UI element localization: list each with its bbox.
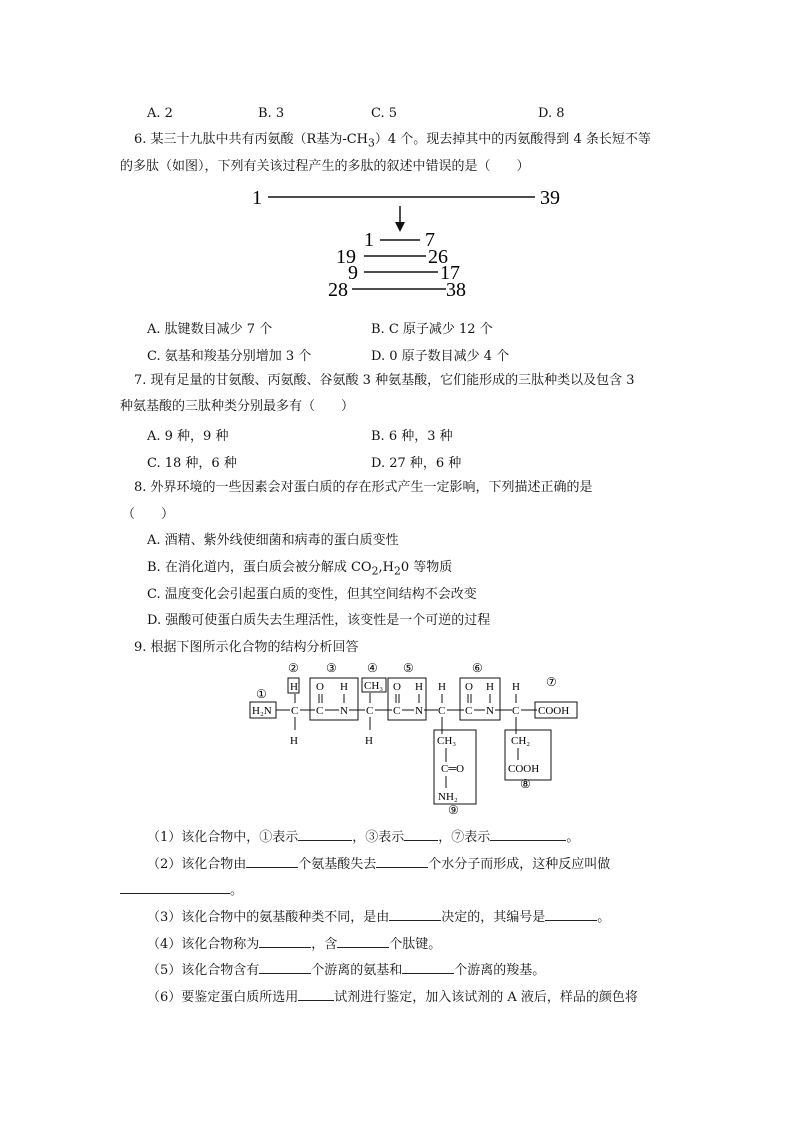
ch3-group: CH₃ — [364, 680, 384, 692]
answer-blank[interactable] — [259, 935, 311, 948]
q9-sub5-text: （5）该化合物含有 — [147, 963, 260, 978]
answer-blank[interactable] — [259, 961, 311, 974]
answer-blank[interactable] — [490, 828, 566, 841]
label-top-left: 1 — [252, 187, 262, 209]
label-p2-right: 26 — [428, 246, 448, 268]
q9-sub5 — [147, 961, 545, 980]
q5-option-b: B. 3 — [258, 106, 285, 121]
answer-blank[interactable] — [404, 828, 438, 841]
atom-c: C — [366, 705, 374, 717]
q9-sub3-text: 。 — [597, 910, 611, 925]
atom-n: N — [340, 705, 348, 717]
circled-7: ⑦ — [546, 675, 557, 689]
circled-2: ② — [288, 661, 299, 675]
q9-sub1-text: ，③表示 — [352, 830, 405, 845]
atom-c: C — [465, 705, 473, 717]
q9-sub4-text: 个肽键。 — [389, 937, 442, 952]
answer-blank[interactable] — [298, 828, 352, 841]
answer-blank[interactable] — [545, 908, 597, 921]
atom-o: O — [316, 681, 324, 693]
q9-sub6-text: 试剂进行鉴定，加入该试剂的 A 液后，样品的颜色将 — [334, 990, 638, 1005]
answer-blank[interactable] — [376, 855, 428, 868]
subscript: 3 — [368, 136, 375, 150]
q9-sub6 — [147, 988, 638, 1007]
answer-blank[interactable] — [298, 988, 334, 1001]
q9-sub1-text: ，⑦表示 — [438, 830, 491, 845]
atom-c: C — [393, 705, 401, 717]
q6-stem-part: 6. 某三十九肽中共有丙氨酸（R基为-CH — [134, 132, 369, 147]
q7-option-d: D. 27 种，6 种 — [371, 456, 462, 471]
atom-h: H — [512, 681, 520, 693]
subscript: 2 — [393, 564, 401, 578]
label-p2-left: 19 — [336, 246, 356, 268]
q9-sub4-text: ，含 — [311, 937, 338, 952]
q9-sub2-text: 个氨基酸失去 — [298, 857, 377, 872]
q7-option-b: B. 6 种，3 种 — [371, 429, 453, 444]
q5-option-a: A. 2 — [147, 106, 173, 121]
q9-sub2-text: （2）该化合物由 — [147, 857, 247, 872]
q8-stem-line1: 8. 外界环境的一些因素会对蛋白质的存在形式产生一定影响，下列描述正确的是 — [134, 480, 593, 495]
q9-stem: 9. 根据下图所示化合物的结构分析回答 — [134, 640, 359, 655]
answer-blank[interactable] — [337, 935, 389, 948]
atom-n: N — [486, 705, 494, 717]
q6-option-d: D. 0 原子数目减少 4 个 — [371, 349, 510, 364]
q8-option-c: C. 温度变化会引起蛋白质的变性，但其空间结构不会改变 — [147, 587, 477, 602]
q5-option-d: D. 8 — [538, 106, 565, 121]
atom-c: C — [438, 705, 446, 717]
ceo-group: C═O — [441, 763, 465, 775]
q9-sub3-text: 决定的，其编号是 — [441, 910, 546, 925]
arrow-head — [395, 222, 405, 232]
q9-sub2-cont — [120, 881, 243, 900]
label-p3-right: 17 — [440, 262, 460, 284]
q7-option-a: A. 9 种，9 种 — [147, 429, 229, 444]
ch2-group: CH₂ — [511, 735, 531, 747]
atom-c: C — [291, 705, 299, 717]
q9-sub2-text: 。 — [230, 883, 244, 898]
label-p1-left: 1 — [364, 229, 374, 251]
atom-c: C — [316, 705, 324, 717]
q5-option-c: C. 5 — [371, 106, 398, 121]
q9-sub5-text: 个游离的羧基。 — [454, 963, 546, 978]
circled-1: ① — [256, 687, 267, 701]
q9-sub4 — [147, 935, 441, 954]
atom-h-top: H — [290, 681, 298, 693]
q9-sub3 — [147, 908, 610, 927]
ch3-group-r9: CH₃ — [437, 735, 457, 747]
q7-option-c: C. 18 种，6 种 — [147, 456, 237, 471]
q9-sub4-text: （4）该化合物称为 — [147, 937, 260, 952]
atom-o: O — [393, 681, 401, 693]
circled-8: ⑧ — [520, 777, 531, 791]
q9-sub2 — [147, 855, 610, 874]
cooh-group: COOH — [538, 705, 570, 717]
circled-6: ⑥ — [472, 661, 483, 675]
answer-blank[interactable] — [246, 855, 298, 868]
atom-h: H — [340, 681, 348, 693]
compound-structure-diagram — [240, 658, 590, 818]
label-p4-left: 28 — [328, 279, 348, 301]
label-p3-left: 9 — [348, 262, 358, 284]
atom-h: H — [438, 681, 446, 693]
q8-option-b-part: B. 在消化道内，蛋白质会被分解成 CO — [147, 560, 372, 575]
q9-sub1 — [147, 828, 579, 847]
q9-sub1-text: 。 — [566, 830, 580, 845]
atom-h: H — [486, 681, 494, 693]
atom-h-bottom: H — [290, 735, 298, 747]
circled-9: ⑨ — [448, 803, 459, 817]
q8-option-d: D. 强酸可使蛋白质失去生理活性，该变性是一个可逆的过程 — [147, 613, 491, 628]
q8-option-b-part: 0 等物质 — [400, 560, 453, 575]
subscript: 2 — [371, 564, 379, 578]
q7-stem-line2: 种氨基酸的三肽种类分别最多有（ ） — [120, 399, 355, 414]
q7-stem-line1: 7. 现有足量的甘氨酸、丙氨酸、谷氨酸 3 种氨基酸，它们能形成的三肽种类以及包含 3 — [134, 373, 635, 388]
atom-h-bottom: H — [365, 735, 373, 747]
q6-option-c: C. 氨基和羧基分别增加 3 个 — [147, 349, 312, 364]
q9-sub6-text: （6）要鉴定蛋白质所选用 — [147, 990, 299, 1005]
q6-option-b: B. C 原子减少 12 个 — [371, 322, 493, 337]
label-top-right: 39 — [540, 187, 560, 209]
h2n-group: H₂N — [252, 705, 272, 717]
circled-3: ③ — [326, 661, 337, 675]
answer-blank[interactable] — [402, 961, 454, 974]
atom-n: N — [415, 705, 423, 717]
circled-5: ⑤ — [403, 661, 414, 675]
q6-stem-line2: 的多肽（如图），下列有关该过程产生的多肽的叙述中错误的是（ ） — [120, 159, 530, 174]
label-p4-right: 38 — [446, 279, 466, 301]
q6-option-a: A. 肽键数目减少 7 个 — [147, 322, 273, 337]
q9-sub1-text: （1）该化合物中，①表示 — [147, 830, 299, 845]
q6-stem-line1 — [134, 131, 651, 153]
atom-c: C — [512, 705, 520, 717]
answer-blank[interactable] — [389, 908, 441, 921]
label-p1-right: 7 — [425, 229, 435, 251]
atom-h: H — [415, 681, 423, 693]
answer-blank[interactable] — [120, 881, 230, 894]
circled-4: ④ — [367, 661, 378, 675]
q8-option-b — [147, 559, 452, 581]
q8-stem-line2: （ ） — [122, 507, 175, 522]
q9-sub2-text: 个水分子而形成，这种反应叫做 — [428, 857, 611, 872]
nh2-group: NH₂ — [438, 791, 458, 803]
q9-sub5-text: 个游离的氨基和 — [311, 963, 403, 978]
q9-sub3-text: （3）该化合物中的氨基酸种类不同，是由 — [147, 910, 390, 925]
atom-o: O — [465, 681, 473, 693]
cooh-group-r8: COOH — [508, 763, 540, 775]
q8-option-b-part: ,H — [378, 560, 394, 575]
q8-option-a: A. 酒精、紫外线使细菌和病毒的蛋白质变性 — [147, 533, 399, 548]
q6-stem-part: ）4 个。现去掉其中的丙氨酸得到 4 条长短不等 — [374, 132, 651, 147]
peptide-diagram — [240, 182, 580, 302]
